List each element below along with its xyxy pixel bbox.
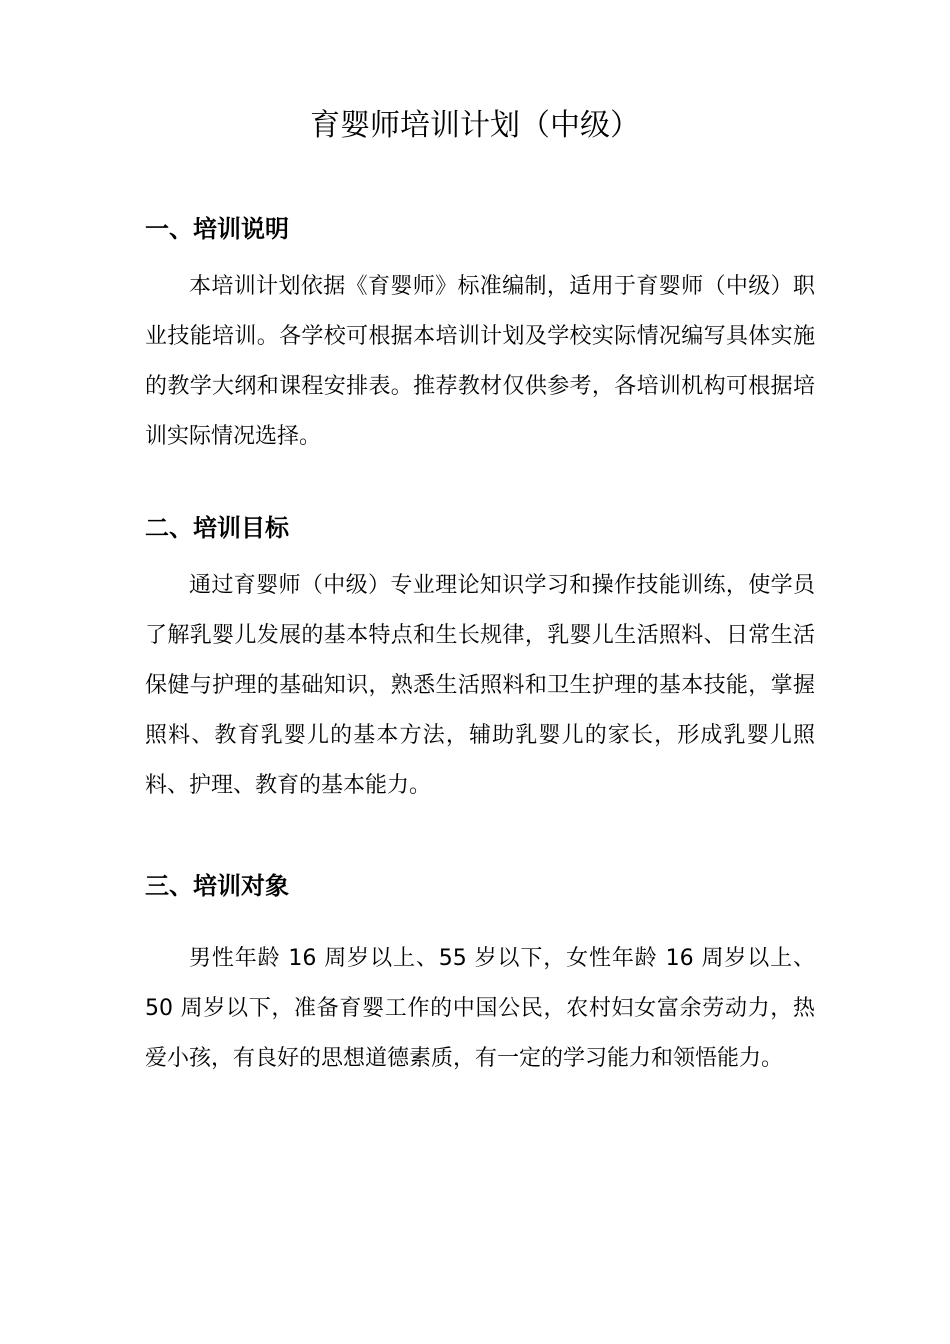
section-paragraph: 通过育婴师（中级）专业理论知识学习和操作技能训练，使学员了解乳婴儿发展的基本特点和生长规律，乳婴儿生活照料、日常生活保健与护理的基础知识，熟悉生活照料和卫生护理的基本技能，掌握照料、教育乳婴儿的基本方法，辅助乳婴儿的家长，形成乳婴儿照料、护理、教育的基本能力。 bbox=[145, 573, 815, 798]
section-heading: 三、培训对象 bbox=[145, 872, 289, 900]
section-training-goals bbox=[145, 511, 815, 811]
section-heading: 二、培训目标 bbox=[145, 514, 289, 542]
section-training-description bbox=[145, 212, 815, 462]
section-training-audience bbox=[145, 869, 815, 1084]
section-paragraph: 本培训计划依据《育婴师》标准编制，适用于育婴师（中级）职业技能培训。各学校可根据本培训计划及学校实际情况编写具体实施的教学大纲和课程安排表。推荐教材仅供参考，各培训机构可根据培训实际情况选择。 bbox=[145, 274, 815, 449]
section-paragraph: 男性年龄 16 周岁以上、55 岁以下，女性年龄 16 周岁以上、50 周岁以下，准备育婴工作的中国公民，农村妇女富余劳动力，热爱小孩，有良好的思想道德素质，有一定的学习能力和领悟能力。 bbox=[145, 946, 815, 1071]
document-title: 育婴师培训计划（中级） bbox=[310, 108, 640, 143]
section-heading: 一、培训说明 bbox=[145, 215, 289, 243]
